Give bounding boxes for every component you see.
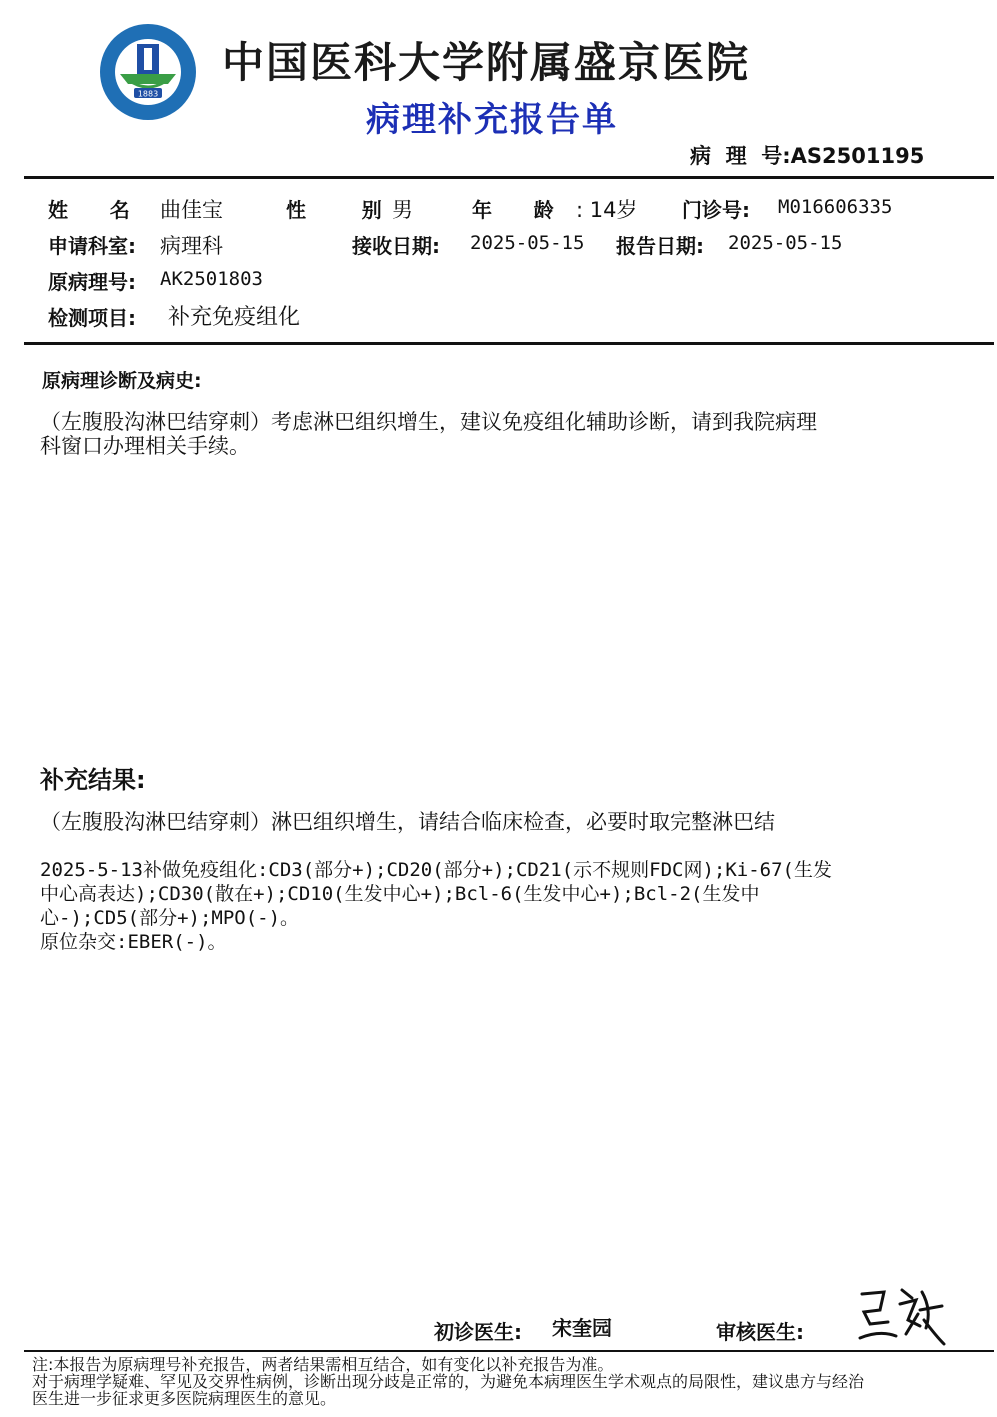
name-label: 姓 名 [48,198,130,222]
age-label: 年 龄 [472,198,554,222]
dept-value: 病理科 [160,234,223,258]
pathology-number-value: AS2501195 [790,144,925,168]
handwritten-signature-icon [850,1280,950,1350]
history-text [40,410,960,458]
patient-sex: 男 [392,198,413,222]
patient-name: 曲佳宝 [160,198,223,222]
footer-divider [24,1350,994,1352]
logo-year: 1883 [137,89,159,99]
dept-label: 申请科室: [48,234,136,258]
footer-line-3: 医生进一步征求更多医院病理医生的意见。 [32,1389,337,1408]
result-ihc [40,858,832,954]
ihc-line-1: 2025-5-13补做免疫组化:CD3(部分+);CD20(部分+);CD21(示不规则FDC网);Ki-67(生发 [40,859,832,881]
review-doctor-label: 审核医生: [716,1320,804,1344]
initial-doctor-name: 宋奎园 [552,1316,612,1340]
orig-path-no-label: 原病理号: [48,270,136,294]
patient-age-value: 14岁 [589,198,638,222]
result-conclusion: （左腹股沟淋巴结穿刺）淋巴组织增生，请结合临床检查，必要时取完整淋巴结 [40,810,775,834]
pathology-number [690,140,924,170]
ish-line: 原位杂交:EBER(-)。 [40,931,227,953]
received-date-label: 接收日期: [352,234,440,258]
ihc-line-3: 心-);CD5(部分+);MPO(-)。 [40,907,300,929]
footer-line-2: 对于病理学疑难、罕见及交界性病例，诊断出现分歧是正常的，为避免本病理医生学术观点的局限性，建议患方与经治 [32,1372,865,1391]
history-title: 原病理诊断及病史: [42,370,202,392]
top-divider [24,176,994,179]
patient-age: : 14岁 [576,198,638,222]
clinic-no-label: 门诊号: [682,198,750,222]
report-date: 2025-05-15 [728,232,843,254]
test-item: 补充免疫组化 [168,305,301,330]
received-date: 2025-05-15 [470,232,585,254]
hospital-logo-icon [98,22,198,122]
clinic-no: M016606335 [778,196,893,218]
report-title: 病理补充报告单 [366,100,618,140]
sex-label: 性 别 [286,198,382,222]
hospital-name: 中国医科大学附属盛京医院 [222,38,751,87]
report-date-label: 报告日期: [616,234,704,258]
test-item-label: 检测项目: [48,306,136,330]
pathology-number-label: 病 理 号: [690,144,791,168]
ihc-line-2: 中心高表达);CD30(散在+);CD10(生发中心+);Bcl-6(生发中心+);Bcl-2(生发中 [40,883,760,905]
footer-notes [32,1356,864,1407]
initial-doctor-label: 初诊医生: [434,1320,522,1344]
orig-path-no: AK2501803 [160,268,263,290]
history-line-1: （左腹股沟淋巴结穿刺）考虑淋巴组织增生，建议免疫组化辅助诊断，请到我院病理 [40,410,817,434]
footer-line-1: 注:本报告为原病理号补充报告，两者结果需相互结合，如有变化以补充报告为准。 [32,1355,614,1374]
history-line-2: 科窗口办理相关手续。 [40,434,250,458]
info-divider [24,342,994,345]
result-title: 补充结果: [40,766,146,794]
review-signature [850,1280,950,1350]
